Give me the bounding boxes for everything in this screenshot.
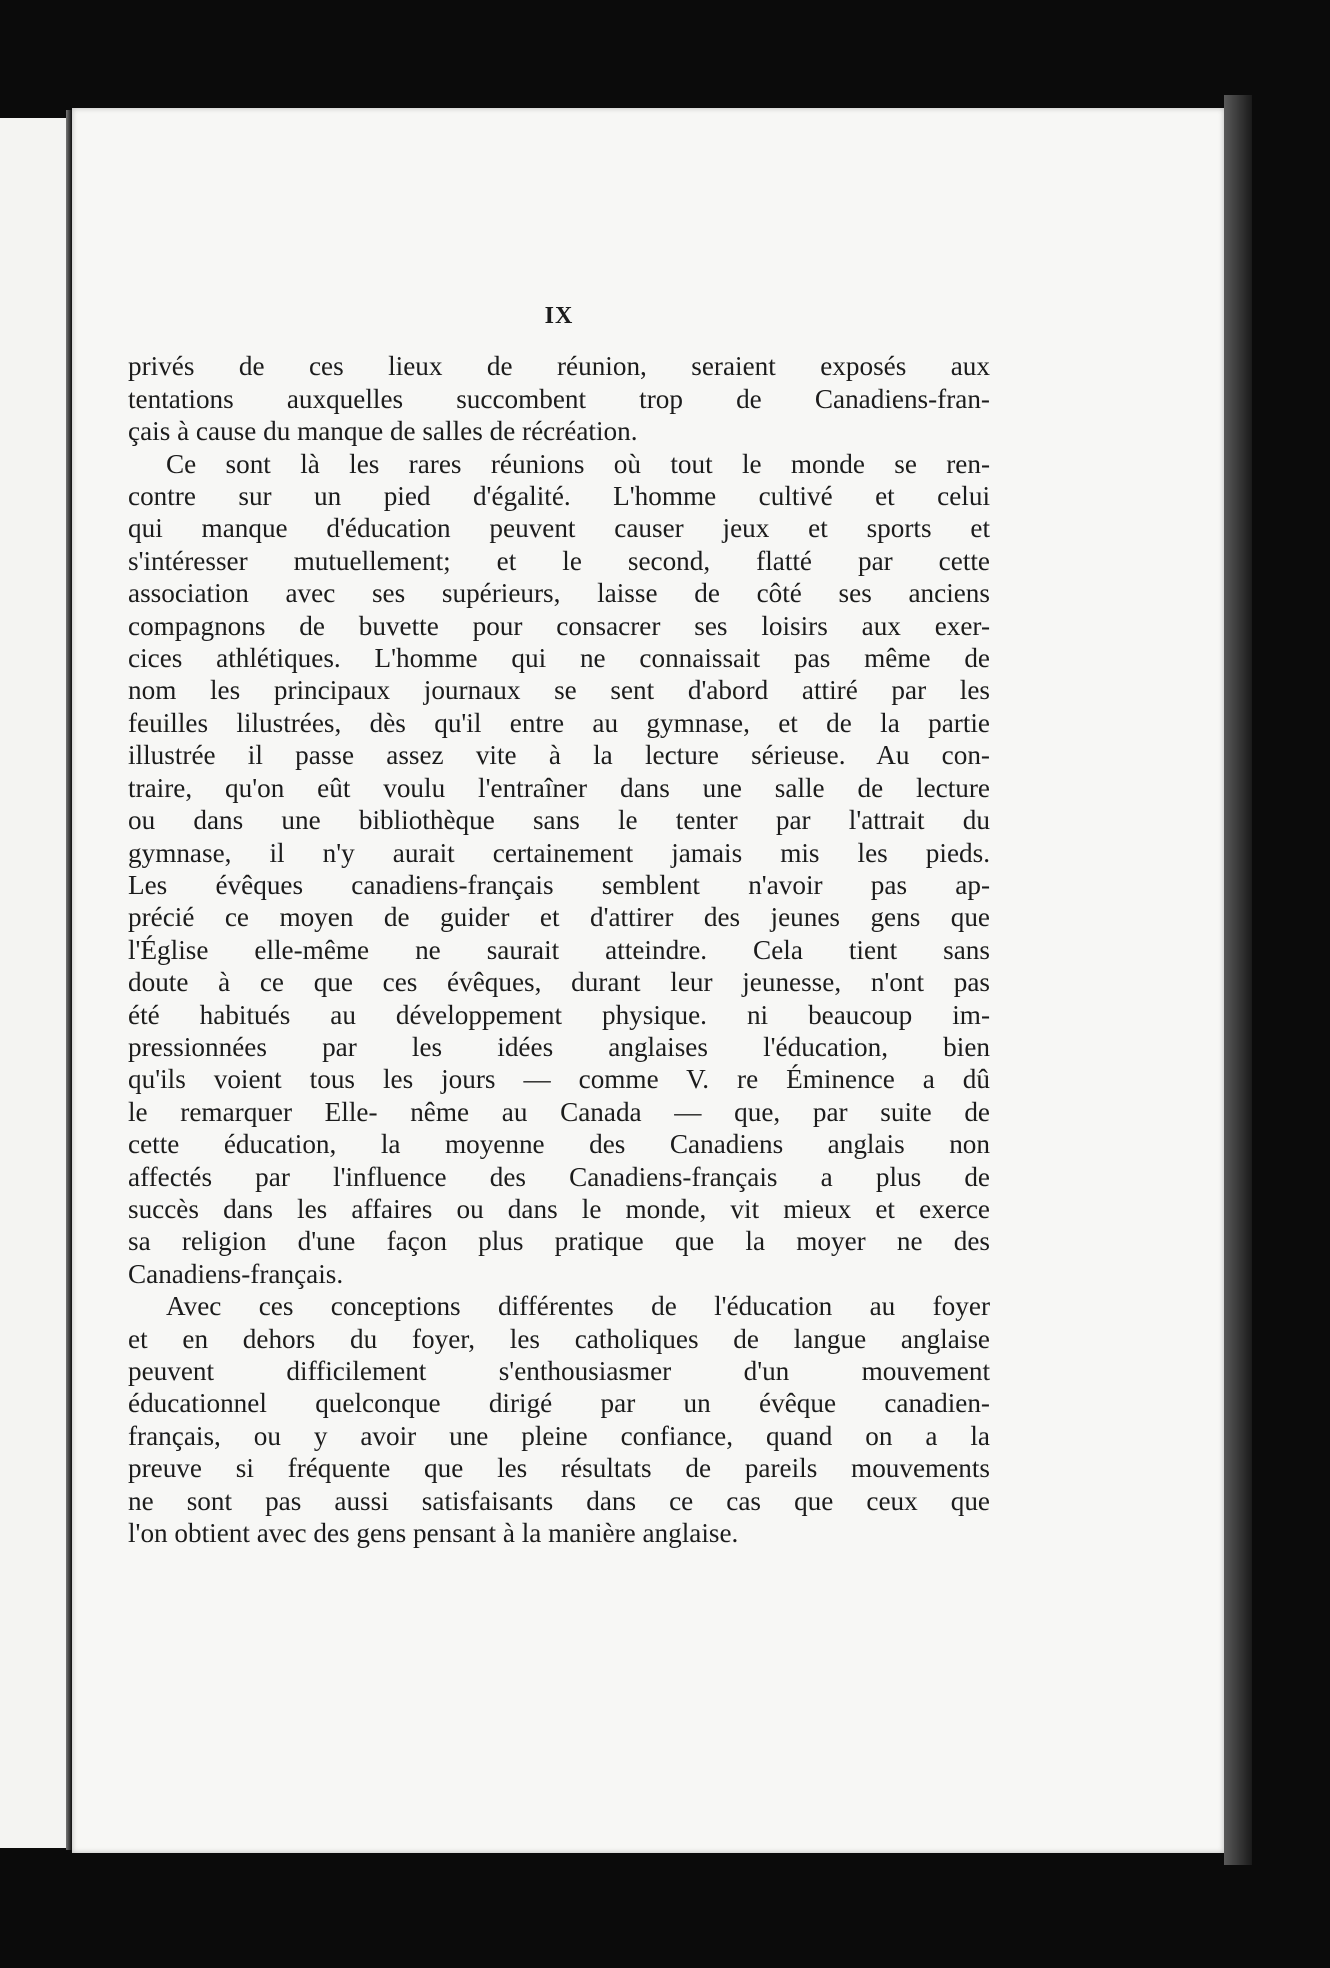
text-line: l'on obtient avec des gens pensant à la manière anglaise. [128, 1518, 739, 1549]
text-line: pressionnées par les idées anglaises l'éducation, bien [128, 1031, 990, 1062]
paragraph [128, 1290, 990, 1549]
text-line: illustrée il passe assez vite à la lecture sérieuse. Au con- [128, 740, 990, 771]
text-line: affectés par l'influence des Canadiens-français a plus de [128, 1161, 990, 1192]
text-line: éducationnel quelconque dirigé par un évêque canadien- [128, 1388, 990, 1419]
text-line: qu'ils voient tous les jours — comme V. re Éminence a dû [128, 1064, 990, 1095]
text-line: preuve si fréquente que les résultats de pareils mouvements [128, 1453, 990, 1484]
left-page-edge [0, 118, 68, 1848]
text-line: sa religion d'une façon plus pratique que la moyer ne des [128, 1226, 990, 1257]
text-line: Les évêques canadiens-français semblent n'avoir pas ap- [128, 869, 990, 900]
text-line: gymnase, il n'y aurait certainement jamais mis les pieds. [128, 837, 990, 868]
text-line: privés de ces lieux de réunion, seraient exposés aux [128, 351, 990, 382]
text-line: ou dans une bibliothèque sans le tenter par l'attrait du [128, 805, 990, 836]
text-line: association avec ses supérieurs, laisse de côté ses anciens [128, 578, 990, 609]
text-line: succès dans les affaires ou dans le monde, vit mieux et exerce [128, 1193, 990, 1224]
paragraph [128, 350, 990, 447]
text-line: doute à ce que ces évêques, durant leur jeunesse, n'ont pas [128, 967, 990, 998]
text-line: Avec ces conceptions différentes de l'éducation au foyer [166, 1291, 990, 1322]
text-line: traire, qu'on eût voulu l'entraîner dans une salle de lecture [128, 772, 990, 803]
text-line: été habitués au développement physique. ni beaucoup im- [128, 999, 990, 1030]
text-line: qui manque d'éducation peuvent causer jeux et sports et [128, 513, 990, 544]
text-line: l'Église elle-même ne saurait atteindre. Cela tient sans [128, 934, 990, 965]
text-line: contre sur un pied d'égalité. L'homme cultivé et celui [128, 481, 990, 512]
paragraph [128, 448, 990, 1291]
text-line: s'intéresser mutuellement; et le second, flatté par cette [128, 545, 990, 576]
text-line: compagnons de buvette pour consacrer ses loisirs aux exer- [128, 610, 990, 641]
text-line: cices athlétiques. L'homme qui ne connaissait pas même de [128, 643, 990, 674]
text-line: précié ce moyen de guider et d'attirer des jeunes gens que [128, 902, 990, 933]
text-line: français, ou y avoir une pleine confiance, quand on a la [128, 1420, 990, 1451]
text-line: cette éducation, la moyenne des Canadiens anglais non [128, 1129, 990, 1160]
text-line: nom les principaux journaux se sent d'abord attiré par les [128, 675, 990, 706]
text-line: ne sont pas aussi satisfaisants dans ce cas que ceux que [128, 1485, 990, 1516]
text-line: Ce sont là les rares réunions où tout le monde se ren- [166, 448, 990, 479]
page-text [128, 300, 990, 1549]
text-line: et en dehors du foyer, les catholiques de langue anglaise [128, 1323, 990, 1354]
page-right-edge [1224, 95, 1252, 1865]
text-line: peuvent difficilement s'enthousiasmer d'un mouvement [128, 1356, 990, 1386]
text-line: feuilles lilustrées, dès qu'il entre au gymnase, et de la partie [128, 707, 990, 738]
text-line: le remarquer Elle- nême au Canada — que, par suite de [128, 1096, 990, 1127]
text-line: Canadiens-français. [128, 1258, 344, 1289]
page-number: IX [544, 303, 574, 329]
text-line: tentations auxquelles succombent trop de Canadiens-fran- [128, 383, 990, 414]
paragraphs [128, 350, 990, 1549]
text-line: çais à cause du manque de salles de récréation. [128, 416, 638, 447]
